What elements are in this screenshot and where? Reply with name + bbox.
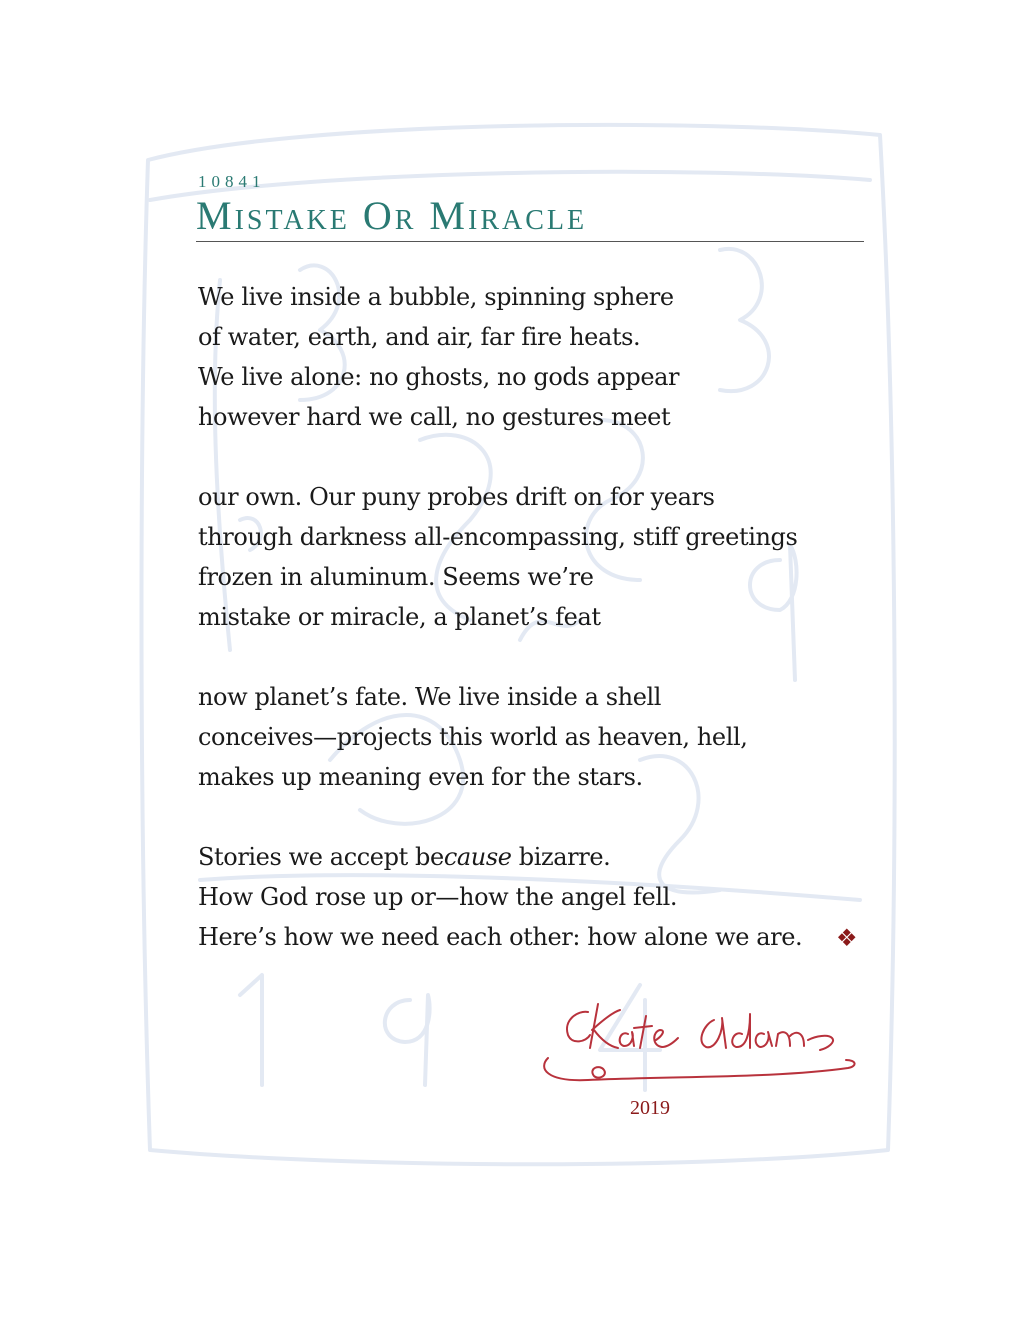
stanza-3 (198, 677, 838, 797)
poem-line: of water, earth, and air, far fire heats. (198, 323, 641, 351)
poem-line (198, 837, 838, 877)
title-divider (196, 241, 864, 242)
poem-number: 10841 (198, 172, 266, 191)
poem-line-end: bizarre. (511, 843, 611, 871)
poem-line: however hard we call, no gestures meet (198, 403, 671, 431)
poem-line: through darkness all-encompassing, stiff greetings (198, 523, 798, 551)
poem-line: We live inside a bubble, spinning sphere (198, 283, 674, 311)
poem-title: Mistake Or Miracle (196, 193, 588, 238)
poem-body (198, 277, 838, 997)
end-mark-icon: ❖ (836, 924, 858, 952)
poem-line: How God rose up or—how the angel fell. (198, 883, 678, 911)
poem-line-start: Stories we accept be (198, 843, 444, 871)
signature-year: 2019 (630, 1097, 670, 1119)
italic-emphasis: cause (443, 843, 512, 871)
poem-line: conceives—projects this world as heaven, hell, (198, 723, 748, 751)
stanza-4 (198, 837, 838, 957)
poem-line: We live alone: no ghosts, no gods appear (198, 363, 680, 391)
poem-line: frozen in aluminum. Seems we’re (198, 563, 594, 591)
poem-line: Here’s how we need each other: how alone we are. (198, 923, 803, 951)
poem-line: our own. Our puny probes drift on for years (198, 483, 715, 511)
poem-line: now planet’s fate. We live inside a shell (198, 683, 662, 711)
poem-line: mistake or miracle, a planet’s feat (198, 603, 601, 631)
stanza-1 (198, 277, 838, 437)
signature (528, 990, 868, 1100)
poem-line: makes up meaning even for the stars. (198, 763, 643, 791)
stanza-2 (198, 477, 838, 637)
